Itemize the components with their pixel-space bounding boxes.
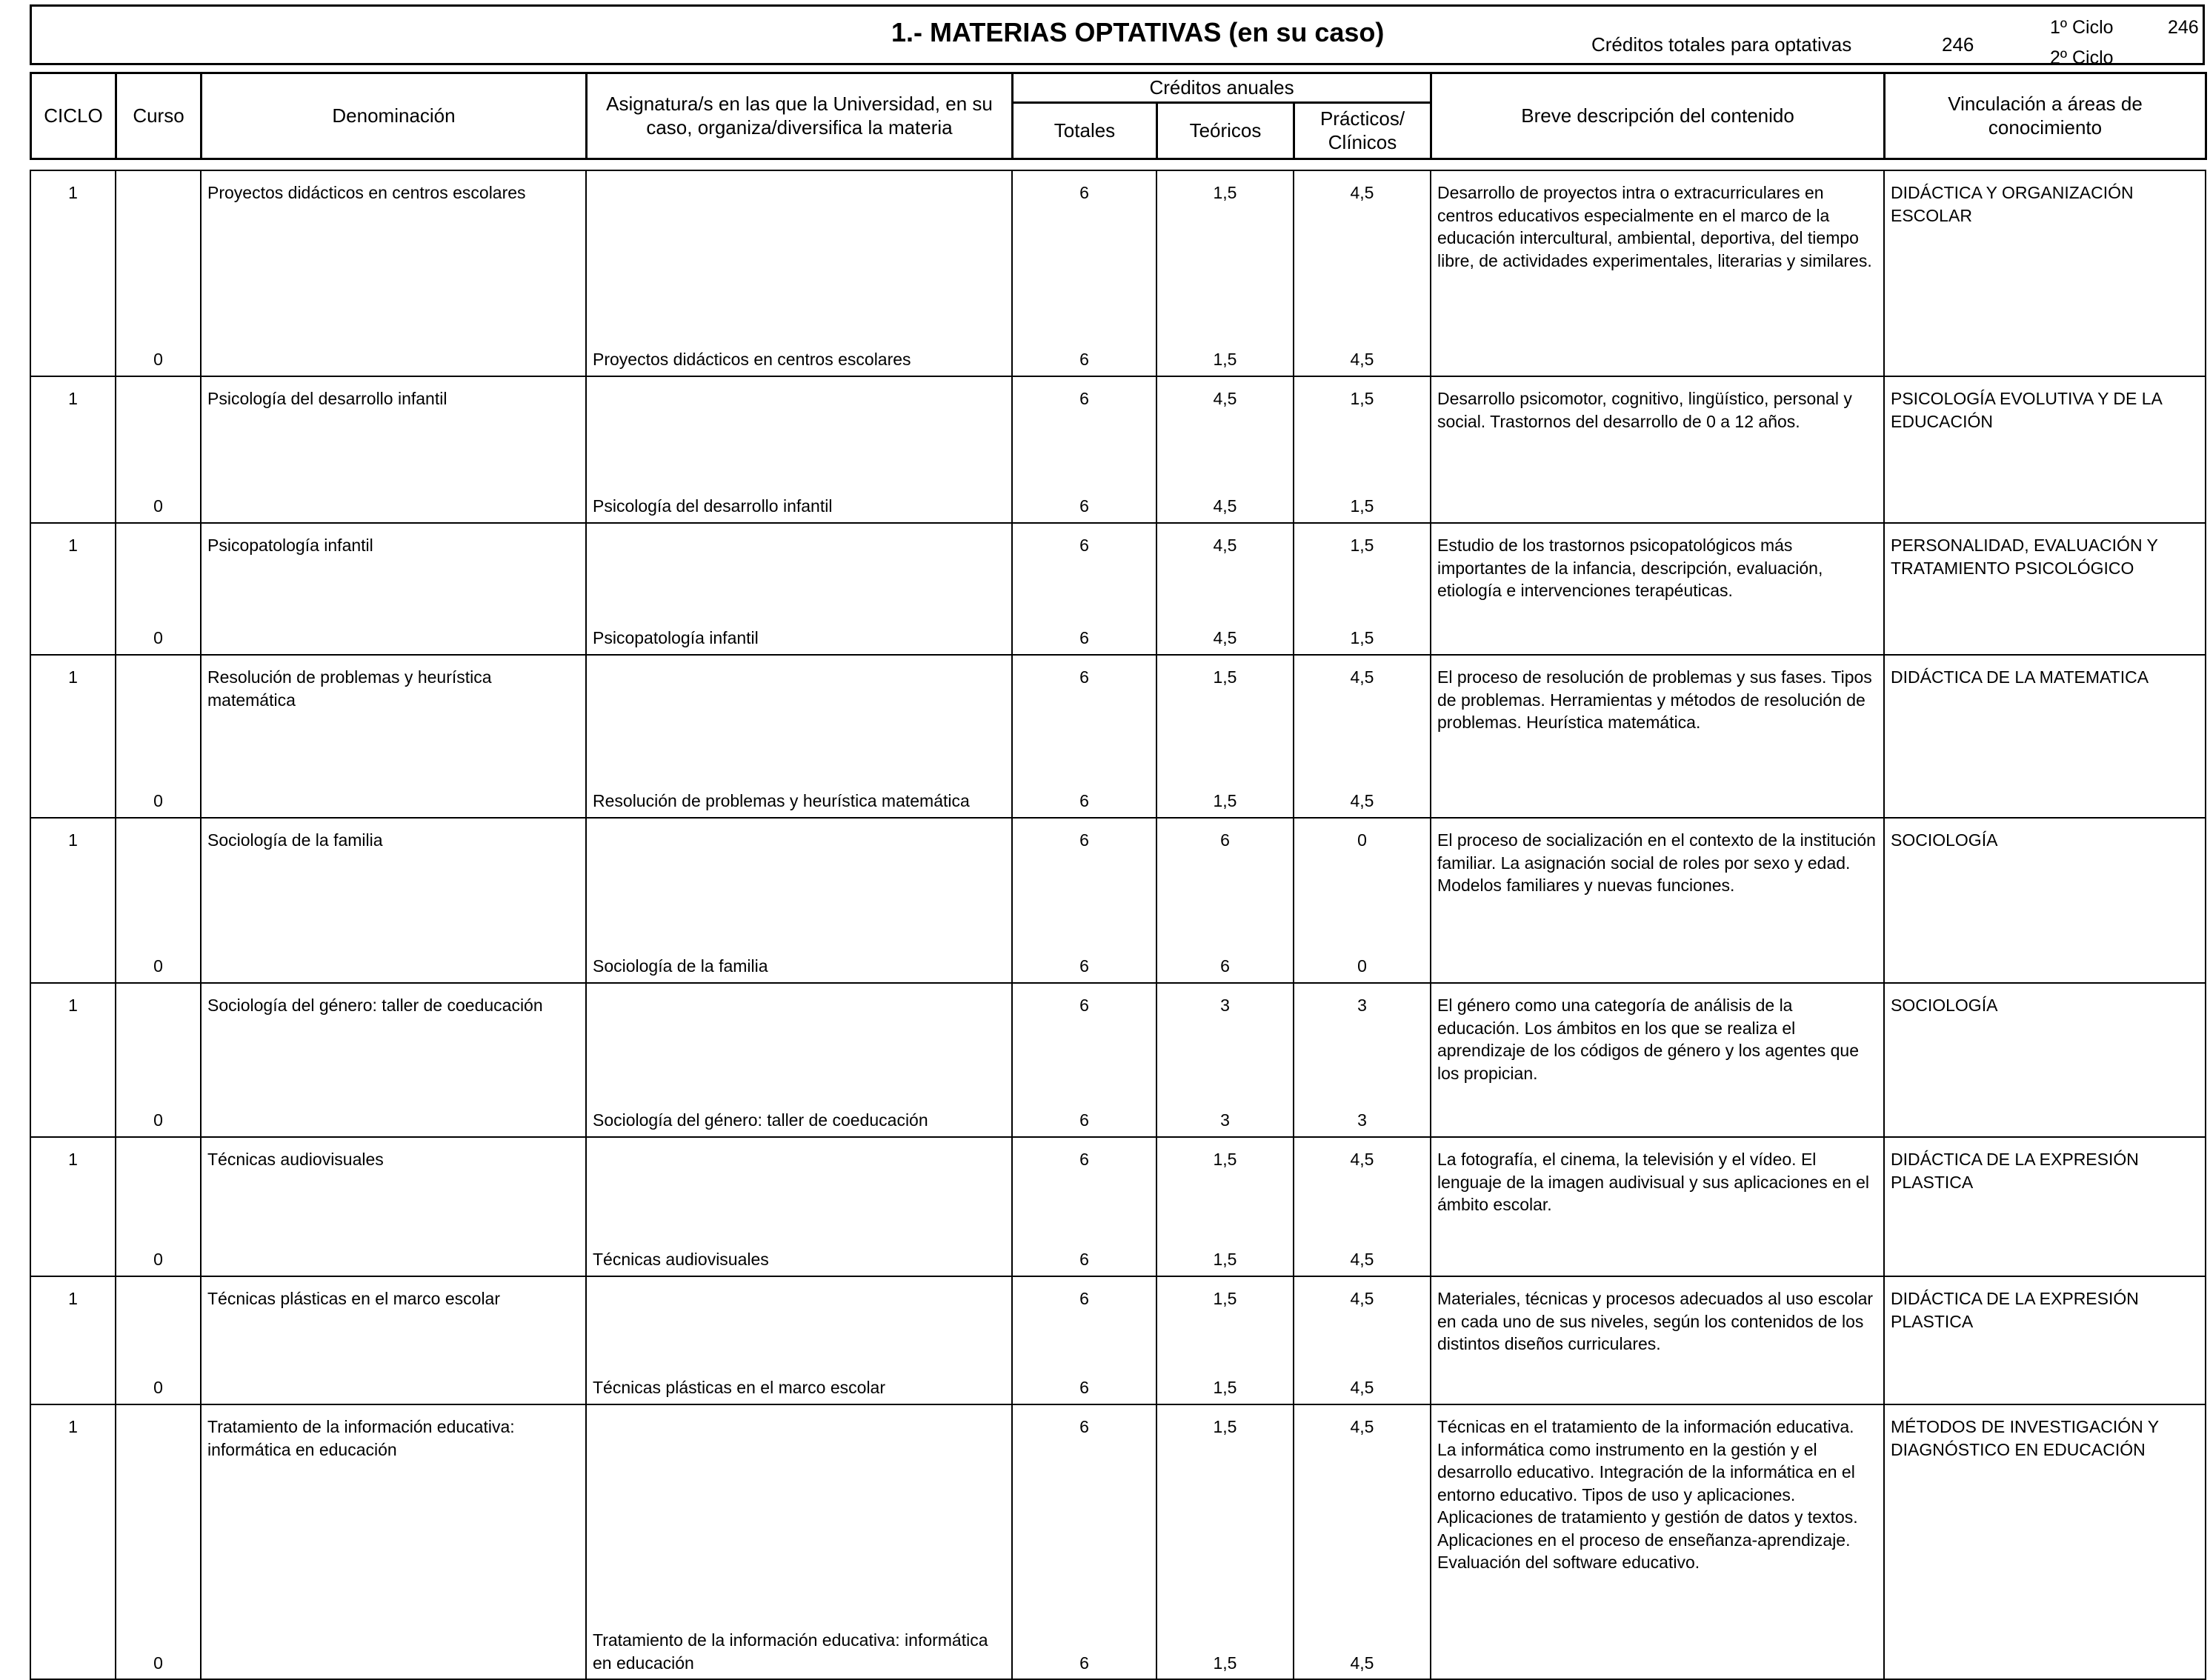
asignatura-row (30, 1369, 2206, 1404)
descripcion-cell: El género como una categoría de análisis de la educación. Los ámbitos en los que se realiza el aprendizaje de los códigos de género y los agentes que los propician. (1431, 983, 1884, 1101)
denominacion-cell-empty (201, 341, 586, 376)
descripcion-cell: El proceso de resolución de problemas y sus fases. Tipos de problemas. Herramientas y métodos de resolución de problemas. Heurística matemática. (1431, 655, 1884, 773)
curso-cell: 0 (116, 1623, 201, 1679)
descripcion-cell: Estudio de los trastornos psicopatológicos más importantes de la infancia, descripción, evaluación, etiología e intervenciones terapéuticas. (1431, 523, 1884, 619)
sub-totales-cell: 6 (1012, 1623, 1156, 1679)
sub-totales-cell: 6 (1012, 773, 1156, 818)
sub-practicos-cell: 4,5 (1294, 341, 1431, 376)
curso-cell: 0 (116, 773, 201, 818)
ciclo-cell: 1 (30, 1137, 116, 1241)
practicos-cell: 0 (1294, 818, 1431, 947)
page-title: 1.- MATERIAS OPTATIVAS (en su caso) (891, 17, 1385, 47)
denominacion-cell-empty (201, 773, 586, 818)
descripcion-cell-empty (1431, 619, 1884, 655)
practicos-cell: 1,5 (1294, 376, 1431, 487)
denominacion-cell: Técnicas plásticas en el marco escolar (201, 1276, 586, 1369)
asignatura-cell-empty (586, 170, 1012, 341)
col-asignatura: Asignatura/s en las que la Universidad, en su caso, organiza/diversifica la materia (587, 73, 1013, 159)
descripcion-cell-empty (1431, 1369, 1884, 1404)
sub-teoricos-cell: 4,5 (1156, 619, 1294, 655)
denominacion-cell-empty (201, 487, 586, 523)
materia-row (30, 1404, 2206, 1623)
sub-totales-cell: 6 (1012, 1101, 1156, 1137)
teoricos-cell: 1,5 (1156, 1137, 1294, 1241)
ciclo-cell: 1 (30, 170, 116, 341)
asignatura-cell: Sociología de la familia (586, 947, 1012, 983)
col-practicos: Prácticos/ Clínicos (1294, 102, 1431, 159)
vinculacion-cell-empty (1884, 773, 2206, 818)
ciclo-cell-empty (30, 1101, 116, 1137)
col-descripcion: Breve descripción del contenido (1431, 73, 1885, 159)
sub-teoricos-cell: 6 (1156, 947, 1294, 983)
asignatura-cell-empty (586, 983, 1012, 1101)
practicos-cell: 1,5 (1294, 523, 1431, 619)
asignatura-cell-empty (586, 1404, 1012, 1623)
materia-row (30, 655, 2206, 773)
practicos-cell: 4,5 (1294, 170, 1431, 341)
vinculacion-cell: DIDÁCTICA DE LA MATEMATICA (1884, 655, 2206, 773)
denominacion-cell: Psicología del desarrollo infantil (201, 376, 586, 487)
vinculacion-cell-empty (1884, 619, 2206, 655)
vinculacion-cell: SOCIOLOGÍA (1884, 818, 2206, 947)
denominacion-cell: Psicopatología infantil (201, 523, 586, 619)
sub-totales-cell: 6 (1012, 947, 1156, 983)
asignatura-cell-empty (586, 1276, 1012, 1369)
total-credits-label: Créditos totales para optativas (1591, 33, 1852, 56)
asignatura-row (30, 1241, 2206, 1276)
totales-cell: 6 (1012, 655, 1156, 773)
denominacion-cell-empty (201, 1101, 586, 1137)
sub-practicos-cell: 4,5 (1294, 773, 1431, 818)
ciclo-cell-empty (30, 1623, 116, 1679)
materias-table (30, 170, 2206, 1680)
descripcion-cell-empty (1431, 1101, 1884, 1137)
sub-teoricos-cell: 1,5 (1156, 1623, 1294, 1679)
totales-cell: 6 (1012, 523, 1156, 619)
vinculacion-cell: SOCIOLOGÍA (1884, 983, 2206, 1101)
asignatura-cell: Psicología del desarrollo infantil (586, 487, 1012, 523)
asignatura-row (30, 773, 2206, 818)
denominacion-cell: Sociología de la familia (201, 818, 586, 947)
curso-cell-empty (116, 170, 201, 341)
materia-row (30, 376, 2206, 487)
curso-cell-empty (116, 523, 201, 619)
denominacion-cell-empty (201, 619, 586, 655)
curso-cell: 0 (116, 1101, 201, 1137)
vinculacion-cell: DIDÁCTICA DE LA EXPRESIÓN PLASTICA (1884, 1137, 2206, 1241)
asignatura-row (30, 619, 2206, 655)
ciclo-cell-empty (30, 773, 116, 818)
descripcion-cell: Técnicas en el tratamiento de la información educativa. La informática como instrumento en la gestión y el desarrollo educativo. Integración de la informática en el entorno educativo. Tipos de uso y aplicaciones. Aplicaciones de tratamiento y gestión de datos y textos. Aplicaciones en el proceso de enseñanza-aprendizaje. Evaluación del software educativo. (1431, 1404, 1884, 1623)
materia-row (30, 1137, 2206, 1241)
sub-practicos-cell: 0 (1294, 947, 1431, 983)
vinculacion-cell-empty (1884, 341, 2206, 376)
curso-cell: 0 (116, 1369, 201, 1404)
curso-cell: 0 (116, 619, 201, 655)
asignatura-row (30, 487, 2206, 523)
ciclo1-value: 246 (2168, 17, 2199, 38)
asignatura-cell: Técnicas plásticas en el marco escolar (586, 1369, 1012, 1404)
materia-row (30, 170, 2206, 341)
ciclo2-label: 2º Ciclo (2050, 47, 2114, 68)
curso-cell: 0 (116, 341, 201, 376)
ciclo-cell-empty (30, 1241, 116, 1276)
curso-cell-empty (116, 1276, 201, 1369)
asignatura-cell-empty (586, 818, 1012, 947)
asignatura-cell: Psicopatología infantil (586, 619, 1012, 655)
curso-cell: 0 (116, 947, 201, 983)
descripcion-cell-empty (1431, 487, 1884, 523)
sub-totales-cell: 6 (1012, 619, 1156, 655)
vinculacion-cell: PSICOLOGÍA EVOLUTIVA Y DE LA EDUCACIÓN (1884, 376, 2206, 487)
col-ciclo: CICLO (31, 73, 116, 159)
sub-practicos-cell: 4,5 (1294, 1623, 1431, 1679)
curso-cell-empty (116, 376, 201, 487)
practicos-cell: 4,5 (1294, 1137, 1431, 1241)
asignatura-cell: Técnicas audiovisuales (586, 1241, 1012, 1276)
asignatura-row (30, 1101, 2206, 1137)
vinculacion-cell-empty (1884, 1623, 2206, 1679)
ciclo-cell: 1 (30, 655, 116, 773)
descripcion-cell-empty (1431, 947, 1884, 983)
sub-teoricos-cell: 1,5 (1156, 773, 1294, 818)
denominacion-cell: Sociología del género: taller de coeducación (201, 983, 586, 1101)
vinculacion-cell-empty (1884, 1369, 2206, 1404)
col-teoricos: Teóricos (1157, 102, 1294, 159)
ciclo-cell-empty (30, 947, 116, 983)
curso-cell: 0 (116, 487, 201, 523)
descripcion-cell-empty (1431, 341, 1884, 376)
asignatura-cell: Sociología del género: taller de coeducación (586, 1101, 1012, 1137)
vinculacion-cell-empty (1884, 947, 2206, 983)
sub-teoricos-cell: 3 (1156, 1101, 1294, 1137)
teoricos-cell: 4,5 (1156, 523, 1294, 619)
col-creditos-anuales: Créditos anuales (1013, 73, 1431, 103)
totales-cell: 6 (1012, 983, 1156, 1101)
vinculacion-cell-empty (1884, 487, 2206, 523)
vinculacion-cell: DIDÁCTICA DE LA EXPRESIÓN PLASTICA (1884, 1276, 2206, 1369)
vinculacion-cell: MÉTODOS DE INVESTIGACIÓN Y DIAGNÓSTICO EN EDUCACIÓN (1884, 1404, 2206, 1623)
vinculacion-cell-empty (1884, 1241, 2206, 1276)
asignatura-cell: Proyectos didácticos en centros escolares (586, 341, 1012, 376)
totales-cell: 6 (1012, 170, 1156, 341)
teoricos-cell: 6 (1156, 818, 1294, 947)
col-vinculacion: Vinculación a áreas de conocimiento (1885, 73, 2206, 159)
ciclo-cell: 1 (30, 523, 116, 619)
denominacion-cell-empty (201, 1241, 586, 1276)
denominacion-cell-empty (201, 947, 586, 983)
teoricos-cell: 1,5 (1156, 655, 1294, 773)
totales-cell: 6 (1012, 1404, 1156, 1623)
descripcion-cell: Desarrollo psicomotor, cognitivo, lingüístico, personal y social. Trastornos del desarrollo de 0 a 12 años. (1431, 376, 1884, 487)
denominacion-cell: Proyectos didácticos en centros escolares (201, 170, 586, 341)
practicos-cell: 4,5 (1294, 1276, 1431, 1369)
descripcion-cell: La fotografía, el cinema, la televisión y el vídeo. El lenguaje de la imagen audivisual y sus aplicaciones en el ámbito escolar. (1431, 1137, 1884, 1241)
totales-cell: 6 (1012, 376, 1156, 487)
totales-cell: 6 (1012, 1137, 1156, 1241)
denominacion-cell: Técnicas audiovisuales (201, 1137, 586, 1241)
materia-row (30, 818, 2206, 947)
curso-cell: 0 (116, 1241, 201, 1276)
ciclo-cell: 1 (30, 818, 116, 947)
sub-practicos-cell: 4,5 (1294, 1241, 1431, 1276)
denominacion-cell: Tratamiento de la información educativa: informática en educación (201, 1404, 586, 1623)
col-curso: Curso (116, 73, 202, 159)
teoricos-cell: 1,5 (1156, 1276, 1294, 1369)
asignatura-row (30, 341, 2206, 376)
ciclo-cell: 1 (30, 376, 116, 487)
asignatura-cell-empty (586, 376, 1012, 487)
sub-totales-cell: 6 (1012, 1241, 1156, 1276)
sub-teoricos-cell: 1,5 (1156, 1241, 1294, 1276)
totales-cell: 6 (1012, 1276, 1156, 1369)
ciclo-cell-empty (30, 619, 116, 655)
curso-cell-empty (116, 655, 201, 773)
sub-practicos-cell: 3 (1294, 1101, 1431, 1137)
practicos-cell: 4,5 (1294, 655, 1431, 773)
ciclo-cell: 1 (30, 1276, 116, 1369)
sub-teoricos-cell: 1,5 (1156, 1369, 1294, 1404)
asignatura-cell-empty (586, 1137, 1012, 1241)
sub-practicos-cell: 4,5 (1294, 1369, 1431, 1404)
asignatura-row (30, 1623, 2206, 1679)
title-bar (30, 4, 2205, 68)
materia-row (30, 1276, 2206, 1369)
ciclo-cell: 1 (30, 1404, 116, 1623)
materia-row (30, 523, 2206, 619)
asignatura-cell: Tratamiento de la información educativa: informática en educación (586, 1623, 1012, 1679)
denominacion-cell-empty (201, 1623, 586, 1679)
descripcion-cell-empty (1431, 773, 1884, 818)
ciclo1-label: 1º Ciclo (2050, 17, 2114, 38)
sub-totales-cell: 6 (1012, 1369, 1156, 1404)
sub-totales-cell: 6 (1012, 487, 1156, 523)
practicos-cell: 3 (1294, 983, 1431, 1101)
vinculacion-cell: DIDÁCTICA Y ORGANIZACIÓN ESCOLAR (1884, 170, 2206, 341)
ciclo-cell-empty (30, 487, 116, 523)
total-credits-value: 246 (1942, 33, 1974, 56)
descripcion-cell: El proceso de socialización en el contexto de la institución familiar. La asignación social de roles por sexo y edad. Modelos familiares y nuevas funciones. (1431, 818, 1884, 947)
ciclo-cell-empty (30, 1369, 116, 1404)
asignatura-cell: Resolución de problemas y heurística matemática (586, 773, 1012, 818)
practicos-cell: 4,5 (1294, 1404, 1431, 1623)
denominacion-cell-empty (201, 1369, 586, 1404)
descripcion-cell-empty (1431, 1241, 1884, 1276)
sub-totales-cell: 6 (1012, 341, 1156, 376)
denominacion-cell: Resolución de problemas y heurística matemática (201, 655, 586, 773)
asignatura-cell-empty (586, 655, 1012, 773)
sub-practicos-cell: 1,5 (1294, 487, 1431, 523)
col-totales: Totales (1013, 102, 1157, 159)
curso-cell-empty (116, 983, 201, 1101)
teoricos-cell: 4,5 (1156, 376, 1294, 487)
asignatura-row (30, 947, 2206, 983)
ciclo-cell: 1 (30, 983, 116, 1101)
totales-cell: 6 (1012, 818, 1156, 947)
descripcion-cell-empty (1431, 1623, 1884, 1679)
curso-cell-empty (116, 1137, 201, 1241)
sub-teoricos-cell: 1,5 (1156, 341, 1294, 376)
materia-row (30, 983, 2206, 1101)
sub-practicos-cell: 1,5 (1294, 619, 1431, 655)
descripcion-cell: Desarrollo de proyectos intra o extracurriculares en centros educativos especialmente en el marco de la educación intercultural, ambiental, deportiva, del tiempo libre, de actividades experimentales, literarias y similares. (1431, 170, 1884, 341)
descripcion-cell: Materiales, técnicas y procesos adecuados al uso escolar en cada uno de sus niveles, según los contenidos de los distintos diseños curriculares. (1431, 1276, 1884, 1369)
teoricos-cell: 1,5 (1156, 1404, 1294, 1623)
col-denominacion: Denominación (202, 73, 587, 159)
vinculacion-cell-empty (1884, 1101, 2206, 1137)
curso-cell-empty (116, 818, 201, 947)
sub-teoricos-cell: 4,5 (1156, 487, 1294, 523)
curso-cell-empty (116, 1404, 201, 1623)
teoricos-cell: 3 (1156, 983, 1294, 1101)
ciclo-cell-empty (30, 341, 116, 376)
asignatura-cell-empty (586, 523, 1012, 619)
teoricos-cell: 1,5 (1156, 170, 1294, 341)
vinculacion-cell: PERSONALIDAD, EVALUACIÓN Y TRATAMIENTO PSICOLÓGICO (1884, 523, 2206, 619)
column-header-table (30, 72, 2207, 160)
